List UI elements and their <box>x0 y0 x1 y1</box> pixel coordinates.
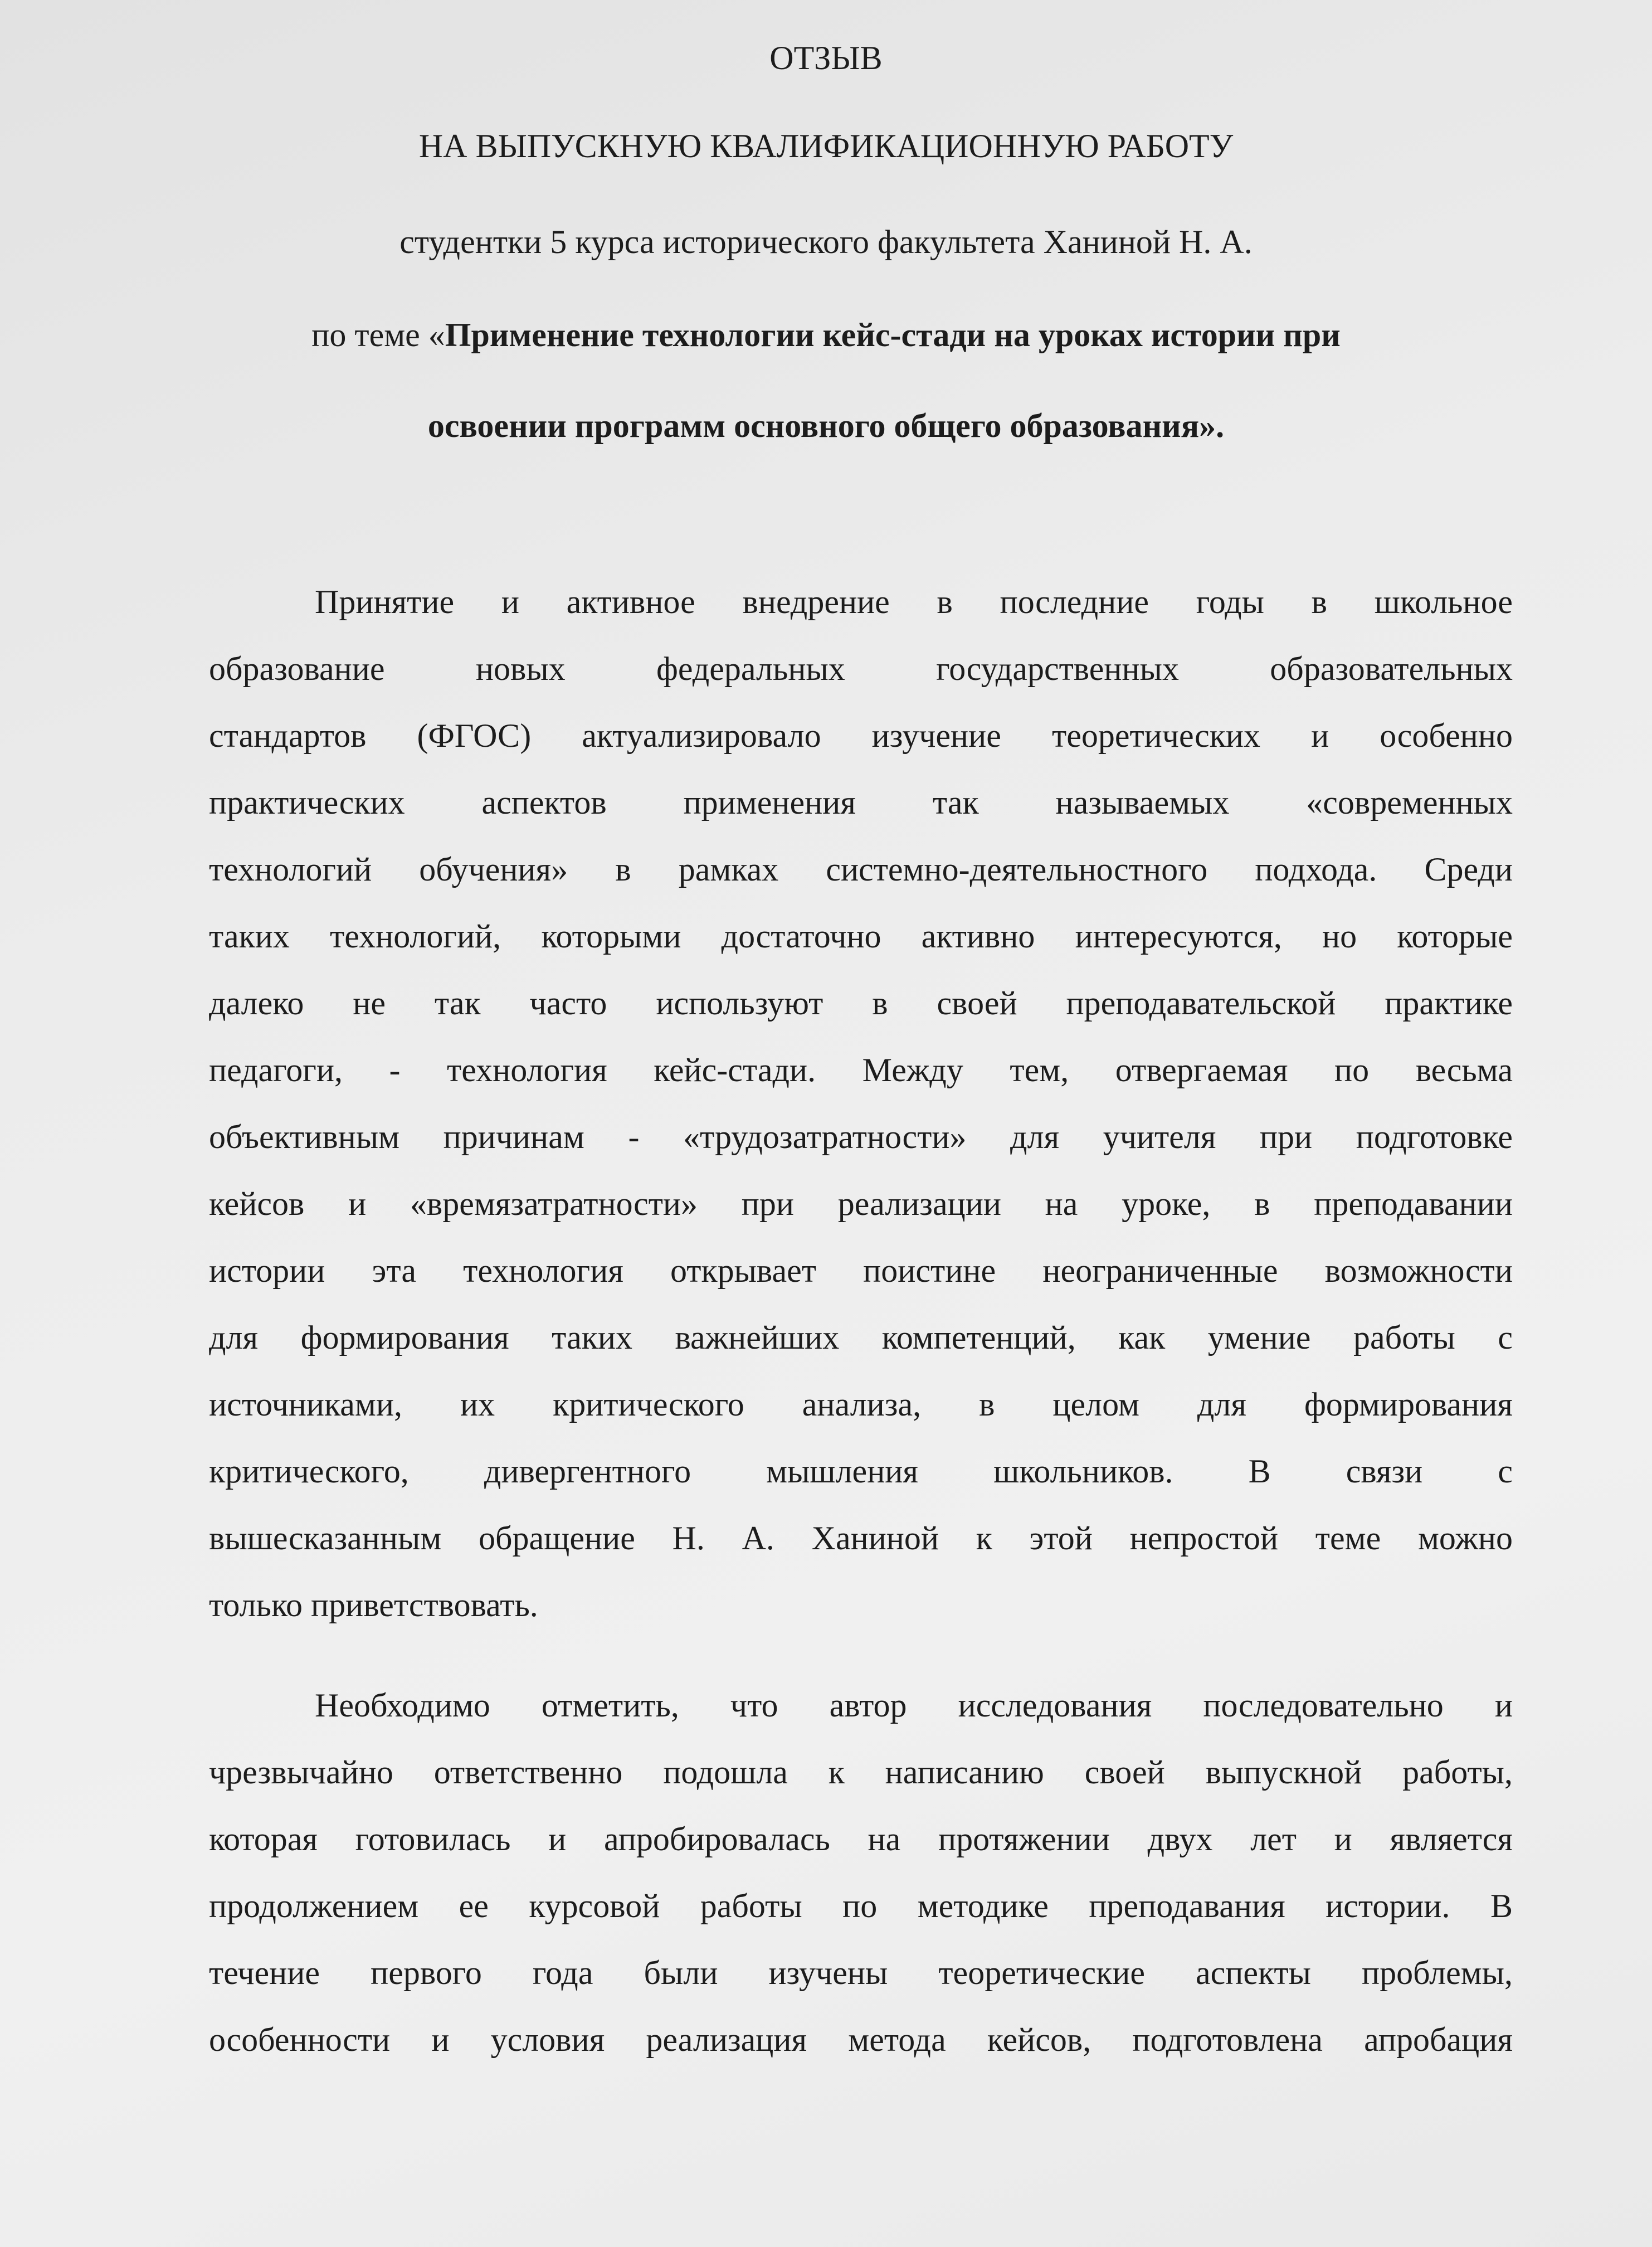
topic-prefix: по теме « <box>311 317 445 353</box>
text-line: которая готовилась и апробировалась на протяжении двух лет и является <box>209 1821 1513 1857</box>
text-line: Принятие и активное внедрение в последние годы в школьное <box>315 583 1513 620</box>
text-line: только приветствовать. <box>209 1587 538 1623</box>
text-line: образование новых федеральных государственных образовательных <box>209 650 1513 687</box>
topic-line-2: освоении программ основного общего образования». <box>427 407 1225 444</box>
paragraph-1 <box>209 568 1513 1638</box>
text-line: источниками, их критического анализа, в целом для формирования <box>209 1386 1513 1423</box>
topic-title-part-1: Применение технологии кейс-стади на уроках истории при <box>445 317 1341 353</box>
text-line: объективным причинам - «трудозатратности» для учителя при подготовке <box>209 1118 1513 1155</box>
text-line: особенности и условия реализация метода кейсов, подготовлена апробация <box>209 2021 1513 2058</box>
document-subtitle: НА ВЫПУСКНУЮ КВАЛИФИКАЦИОННУЮ РАБОТУ <box>418 128 1234 164</box>
student-line: студентки 5 курса исторического факультета Ханиной Н. А. <box>399 223 1253 260</box>
topic-line-1 <box>0 316 1652 354</box>
text-line: Необходимо отметить, что автор исследования последовательно и <box>315 1687 1513 1724</box>
document-title: ОТЗЫВ <box>769 40 883 76</box>
text-line: критического, дивергентного мышления школьников. В связи с <box>209 1453 1513 1490</box>
text-line: вышесказанным обращение Н. А. Ханиной к этой непростой теме можно <box>209 1520 1513 1557</box>
text-line: стандартов (ФГОС) актуализировало изучение теоретических и особенно <box>209 717 1513 754</box>
text-line: течение первого года были изучены теоретические аспекты проблемы, <box>209 1954 1513 1991</box>
text-line: педагоги, - технология кейс-стади. Между тем, отвергаемая по весьма <box>209 1052 1513 1088</box>
paragraph-2 <box>209 1672 1513 2073</box>
text-line: кейсов и «времязатратности» при реализации на уроке, в преподавании <box>209 1185 1513 1222</box>
text-line: истории эта технология открывает поистине неограниченные возможности <box>209 1252 1513 1289</box>
text-line: практических аспектов применения так называемых «современных <box>209 784 1513 821</box>
text-line: для формирования таких важнейших компетенций, как умение работы с <box>209 1319 1513 1356</box>
text-line: далеко не так часто используют в своей преподавательской практике <box>209 985 1513 1022</box>
text-line: чрезвычайно ответственно подошла к написанию своей выпускной работы, <box>209 1754 1513 1791</box>
text-line: таких технологий, которыми достаточно активно интересуются, но которые <box>209 918 1513 955</box>
text-line: технологий обучения» в рамках системно-деятельностного подхода. Среди <box>209 851 1513 888</box>
text-line: продолжением ее курсовой работы по методике преподавания истории. В <box>209 1888 1513 1924</box>
